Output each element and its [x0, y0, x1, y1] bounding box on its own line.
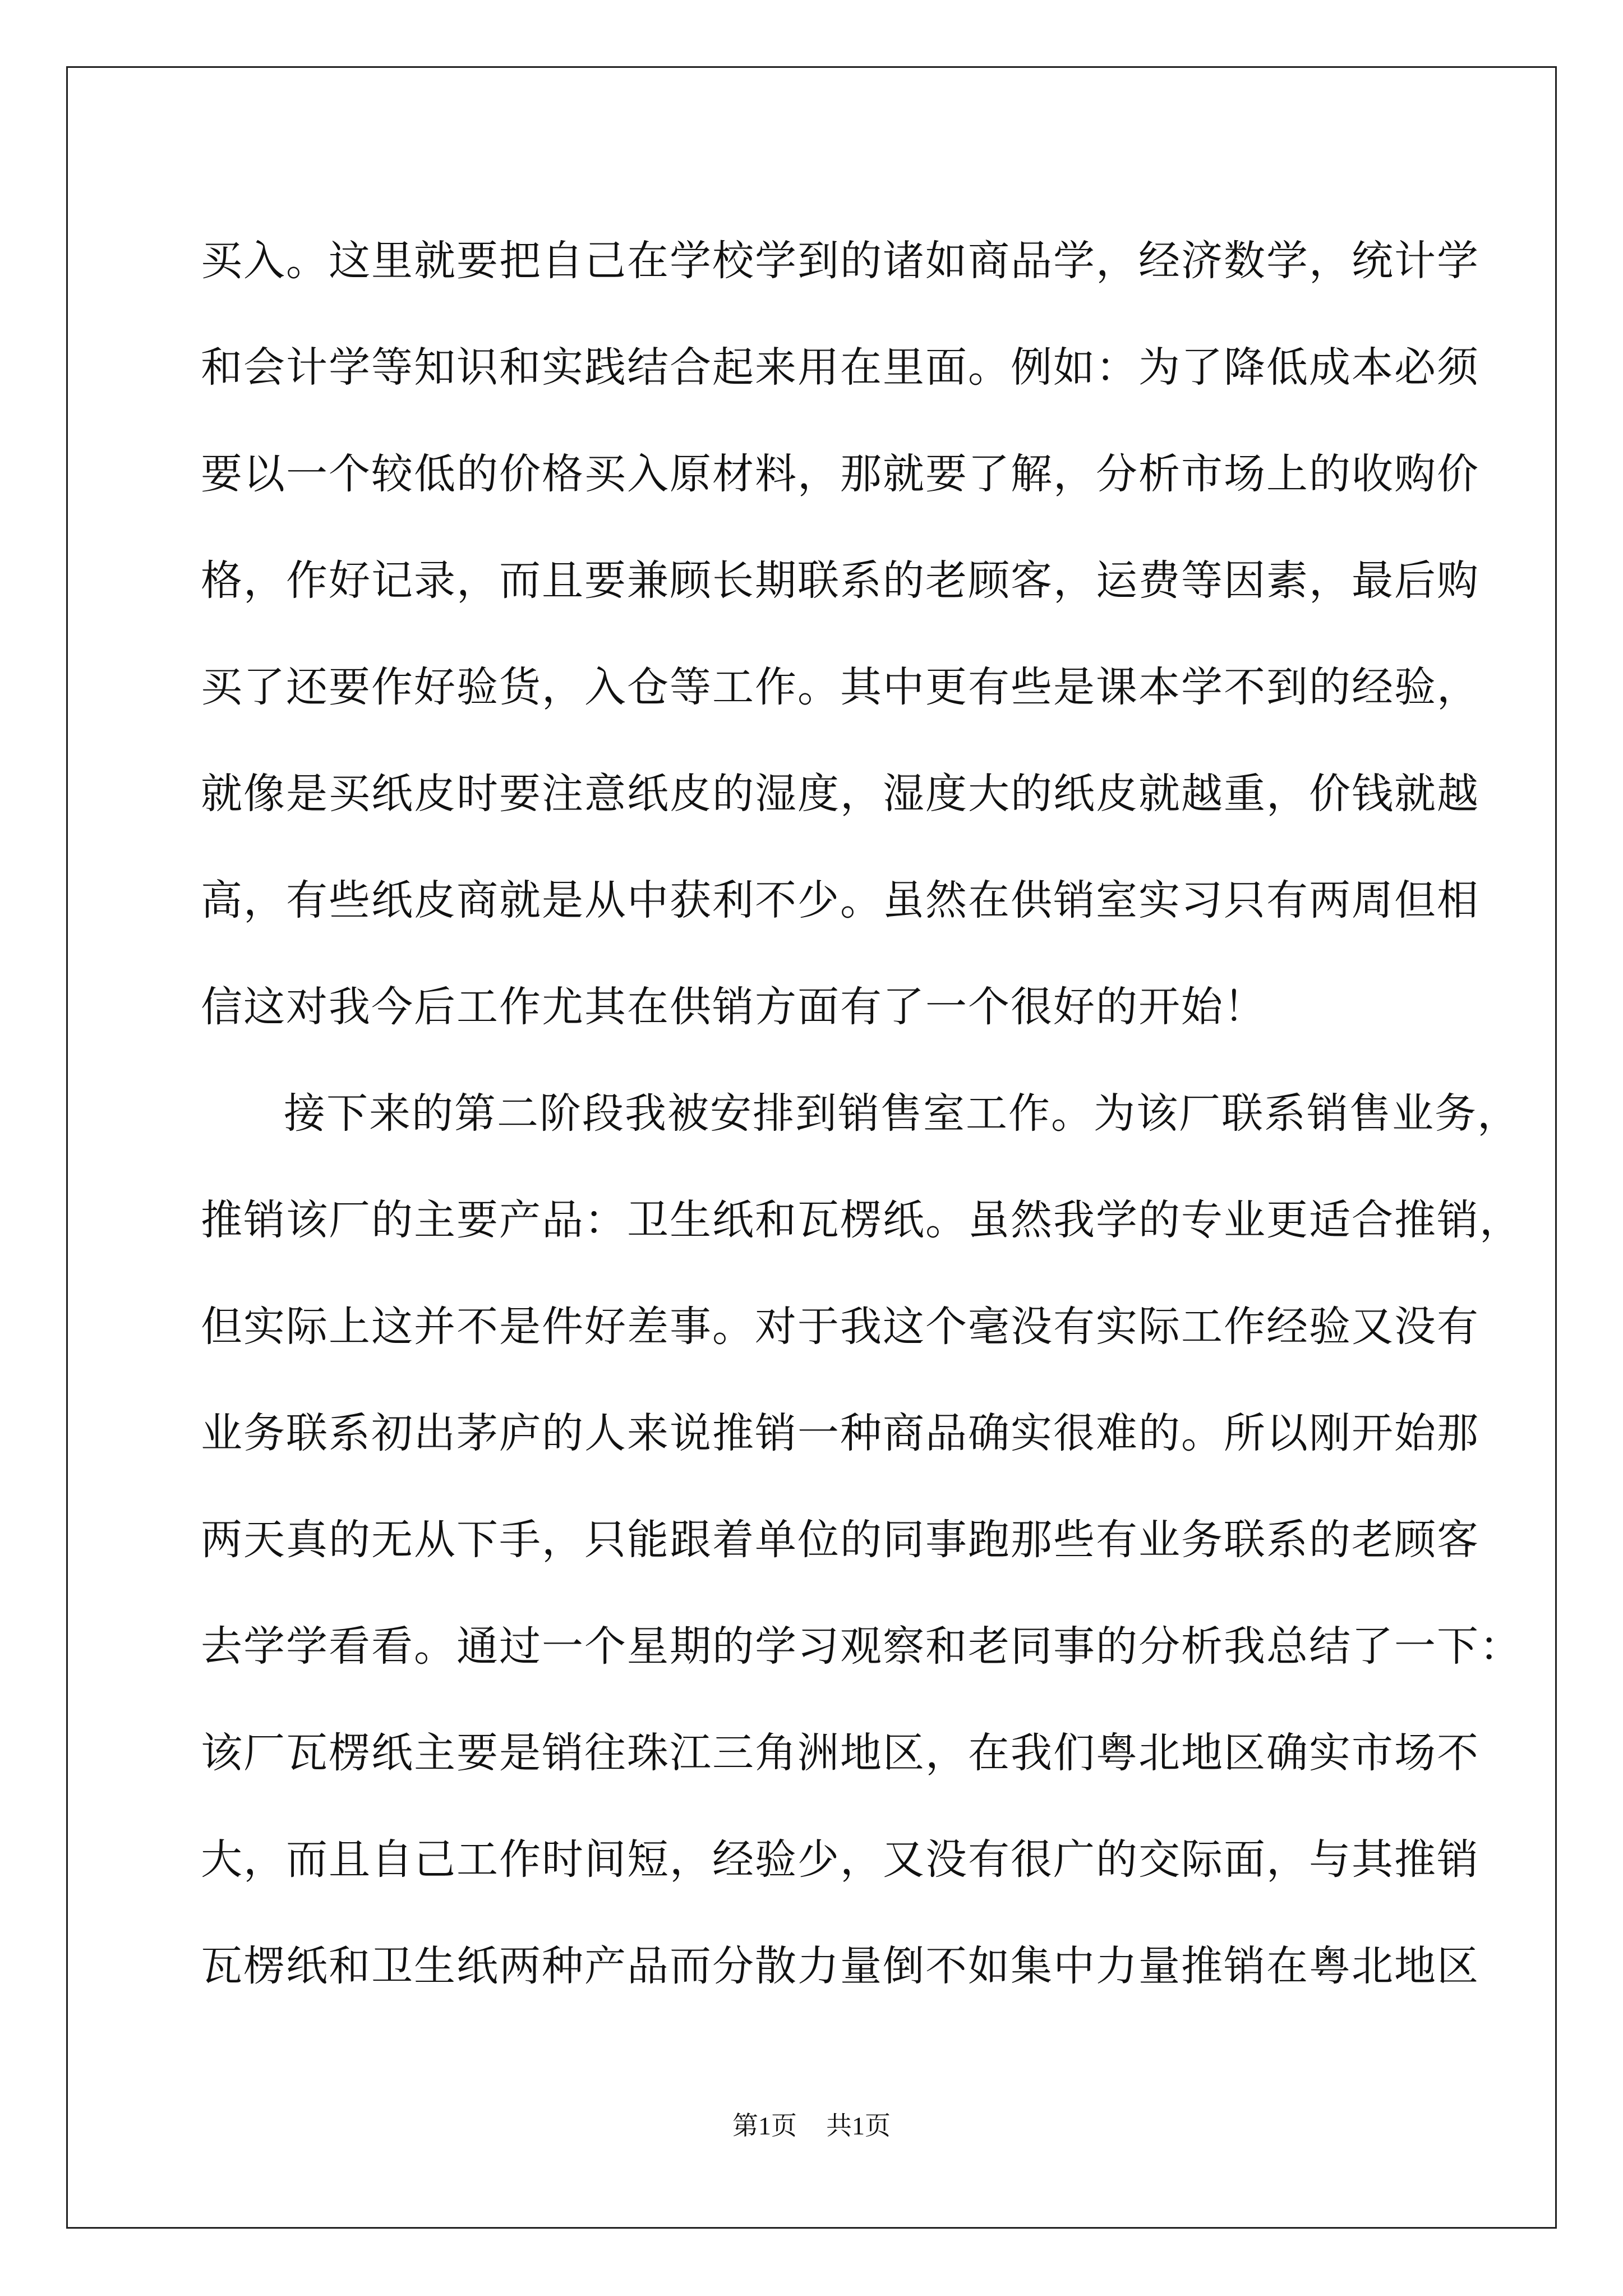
- text-line: 大，而且自己工作时间短，经验少，又没有很广的交际面，与其推销: [201, 1835, 1479, 1884]
- text-line: 两天真的无从下手，只能跟着单位的同事跑那些有业务联系的老顾客: [201, 1516, 1479, 1564]
- page-number: 第1页: [732, 2111, 797, 2140]
- text-line: 信这对我今后工作尤其在供销方面有了一个很好的开始！: [201, 983, 1266, 1031]
- text-line: 格，作好记录，而且要兼顾长期联系的老顾客，运费等因素，最后购: [201, 556, 1479, 605]
- text-line: 买入。这里就要把自己在学校学到的诸如商品学，经济数学，统计学: [201, 237, 1479, 285]
- page-total: 共1页: [826, 2111, 891, 2140]
- text-line: 和会计学等知识和实践结合起来用在里面。例如：为了降低成本必须: [201, 343, 1479, 392]
- text-line: 就像是买纸皮时要注意纸皮的湿度，湿度大的纸皮就越重，价钱就越: [201, 770, 1479, 818]
- text-line: 要以一个较低的价格买入原材料，那就要了解，分析市场上的收购价: [201, 450, 1479, 498]
- paragraph-first-line: 接下来的第二阶段我被安排到销售室工作。为该厂联系销售业务，: [284, 1089, 1520, 1138]
- text-line: 业务联系初出茅庐的人来说推销一种商品确实很难的。所以刚开始那: [201, 1409, 1479, 1457]
- text-line: 该厂瓦楞纸主要是销往珠江三角洲地区，在我们粤北地区确实市场不: [201, 1729, 1479, 1777]
- text-line: 去学学看看。通过一个星期的学习观察和老同事的分析我总结了一下：: [201, 1622, 1522, 1671]
- text-line: 高，有些纸皮商就是从中获利不少。虽然在供销室实习只有两周但相: [201, 876, 1479, 924]
- document-body: [201, 208, 1522, 2019]
- text-line: 买了还要作好验货，入仓等工作。其中更有些是课本学不到的经验，: [201, 663, 1479, 711]
- text-line: 但实际上这并不是件好差事。对于我这个毫没有实际工作经验又没有: [201, 1303, 1479, 1351]
- text-line: 瓦楞纸和卫生纸两种产品而分散力量倒不如集中力量推销在粤北地区: [201, 1942, 1479, 1990]
- text-line: 推销该厂的主要产品：卫生纸和瓦楞纸。虽然我学的专业更适合推销，: [201, 1196, 1522, 1244]
- page-footer: [0, 2109, 1623, 2143]
